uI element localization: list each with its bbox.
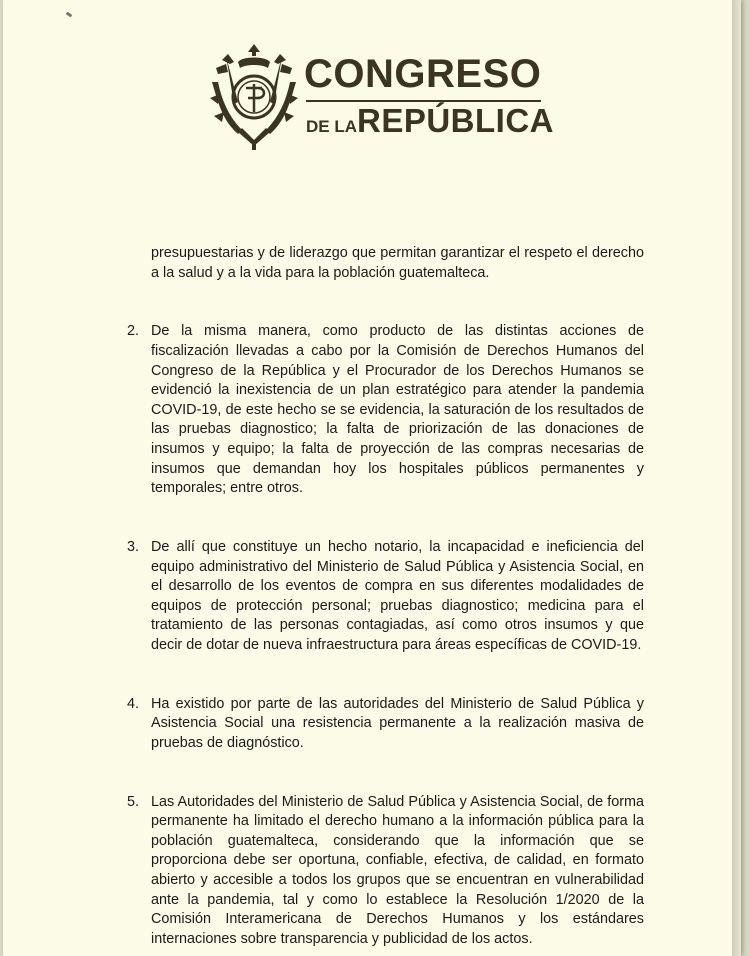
paper-speck — [66, 12, 73, 18]
page-edge-shadow — [732, 0, 741, 956]
letterhead — [208, 42, 558, 152]
list-item — [116, 538, 644, 656]
list-item-text: Ha existido por parte de las autoridades del Ministerio de Salud Pública y Asistencia Social una resistencia permanente a la realización masiva de pruebas de diagnóstico. — [151, 695, 644, 751]
letterhead-title-line1: CONGRESO — [304, 52, 542, 96]
list-item-number: 5. — [127, 793, 140, 810]
list-item — [116, 322, 644, 498]
list-item-text: Las Autoridades del Ministerio de Salud Pública y Asistencia Social, de forma permanente ha limitado el derecho humano a la información pública para la población guatemalteca, considerando que la información que se proporciona debe ser oportuna, confiable, efectiva, de calidad, en formato abierto y accesible a todos los grupos que se encuentran en vulnerabilidad ante la pandemia, tal y como lo establece la Resolución 1/2020 de la Comisión Interamericana de Derechos Humanos y los estándares internaciones sobre transparencia y publicidad de los actos. — [151, 793, 644, 947]
letterhead-title-line2 — [306, 102, 554, 147]
list-item-number: 2. — [127, 323, 140, 340]
list-item-text: De allí que constituye un hecho notario, la incapacidad e ineficiencia del equipo administrativo del Ministerio de Salud Pública y Asistencia Social, en el desarrollo de los eventos de compra en sus diferentes modalidades de equipos de protección personal; pruebas diagnostico; medicina para el tratamiento de las personas contagiadas, así como otros insumos y que decir de dotar de nueva infraestructura para áreas específicas de COVID-19. — [151, 538, 644, 653]
list-item — [116, 695, 644, 754]
continuation-paragraph — [116, 244, 644, 283]
list-item-text: De la misma manera, como producto de las distintas acciones de fiscalización llevadas a cabo por la Comisión de Derechos Humanos del Congreso de la República y el Procurador de los Derechos Humanos se evidenció la inexistencia de un plan estratégico para atender la pandemia COVID-19, de este hecho se se evidencia, la saturación de los resultados de las pruebas diagnostico; la falta de priorización de las donaciones de insumos y equipo; la falta de proyección de las compras necesarias de insumos que demandan hoy los hospitales públicos permanentes y temporales; entre otros. — [151, 323, 644, 497]
list-item — [116, 793, 644, 950]
document-body — [116, 244, 644, 949]
paragraph-text: presupuestarias y de liderazgo que permitan garantizar el respeto el derecho a la salud y a la vida para la población guatemalteca. — [151, 245, 644, 281]
coat-of-arms-icon — [208, 42, 300, 150]
document-page — [3, 0, 741, 956]
list-item-number: 4. — [127, 695, 140, 712]
letterhead-main: REPÚBLICA — [357, 102, 555, 139]
list-item-number: 3. — [127, 538, 140, 555]
letterhead-prefix: DE LA — [306, 117, 357, 136]
